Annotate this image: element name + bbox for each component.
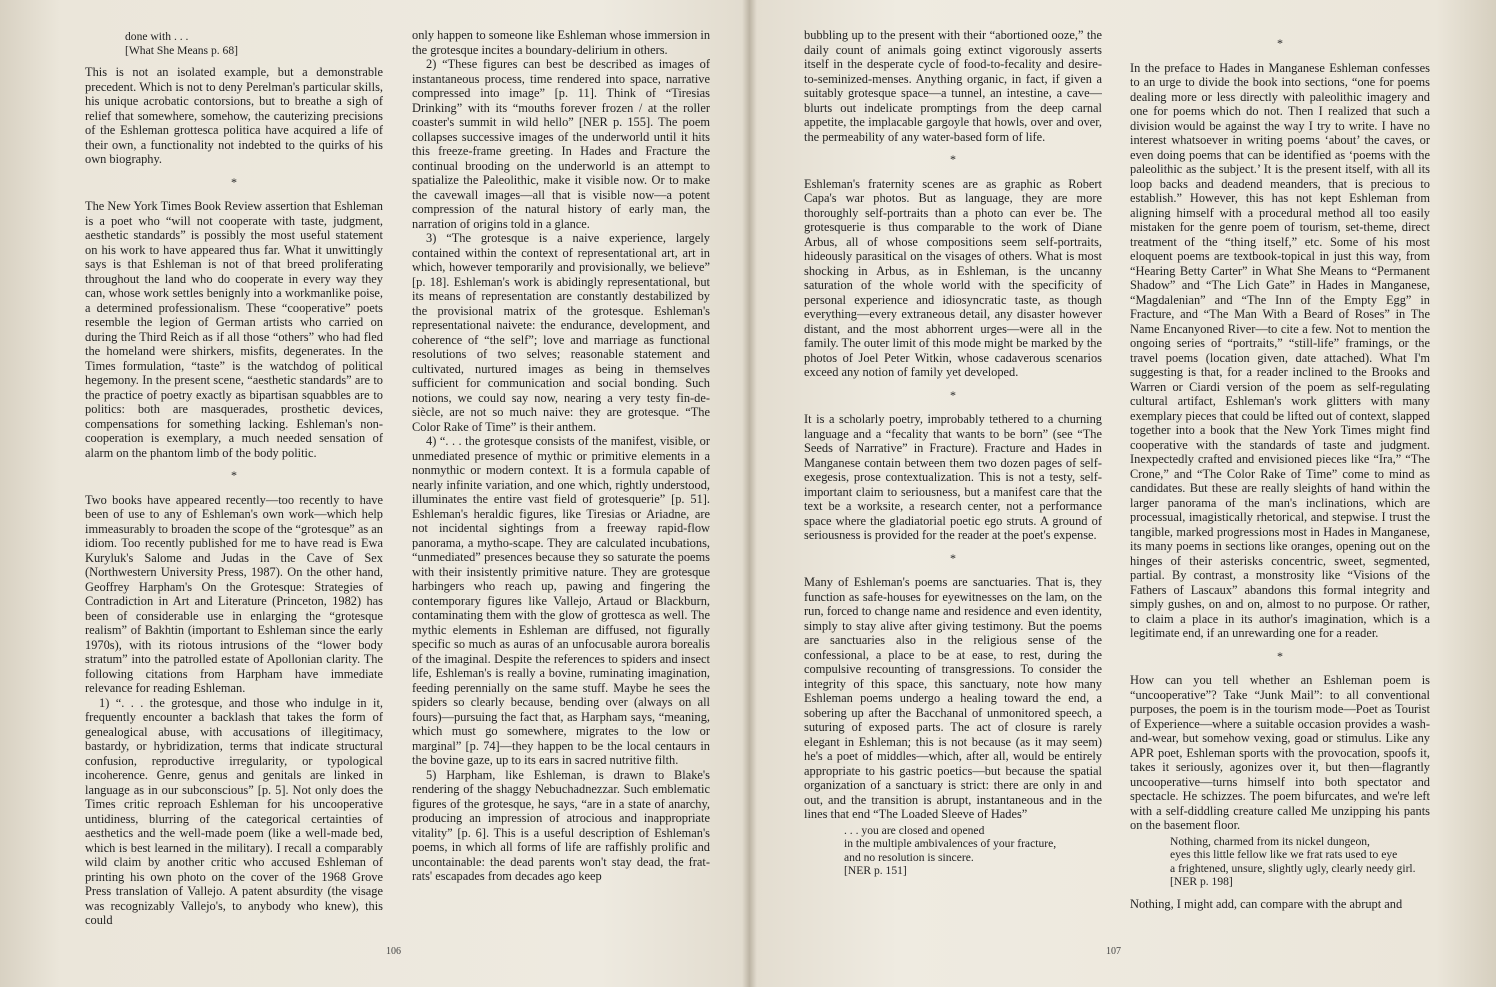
section-divider: * <box>231 468 237 482</box>
column-2 <box>412 28 710 928</box>
paragraph: Nothing, I might add, can compare with the abrupt and <box>1130 896 1403 911</box>
quote-line: [What She Means p. 68] <box>125 43 239 57</box>
paragraph: only happen to someone like Eshleman whose immersion in the grotesque incites a boundary-delirium in others. <box>412 28 710 57</box>
paragraph: bubbling up to the present with their “abortioned ooze,” the daily count of animals going extinct vigorously asserts itself in the desperate cycle of food-to-fecality and desire-to-seminized-menses. Anything organic, in fact, if given a suitably grotesque space—a tunnel, an intestine, a cave—blurts out indelicate promptings from the deep carnal appetite, the implacable gargoyle that howls, over and over, the permeability of any water-based form of life. <box>804 28 1102 144</box>
paragraph: 5) Harpham, like Eshleman, is drawn to Blake's rendering of the shaggy Nebuchadnezzar. Such emblematic figures of the grotesque, he says, “are in a state of anarchy, producing an impression of atrocious and inappropriate vitality” [p. 6]. This is a useful description of Eshleman's poems, in which all forms of life are raffishly prolific and uncontainable: the dead parents won't stay dead, the frat-rats' escapades from decades ago keep <box>412 767 710 883</box>
block-quote <box>844 824 1102 878</box>
paragraph: In the preface to Hades in Manganese Eshleman confesses to an urge to divide the book into sections, “one for poems dealing more or less directly with paleolithic imagery and one for poems which do not. Then I realized that such a division would be against the way I try to write. I have no interest whatsoever in writing poems ‘about’ the caves, or even doing poems that can be identified as ‘poems with the paleolithic as the subject.’ It is the present itself, with all its loop backs and deadend meanders, that is precious to establish.” However, this has not kept Eshleman from aligning himself with a procedural method all too easily mistaken for the genre poem of tourism, set-theme, direct treatment of the “thing itself,” etc. Some of his most eloquent poems are textbook-topical in just this way, from “Hearing Betty Carter” in What She Means to “Permanent Shadow” and “The Lich Gate” in Hades in Manganese, “Magdalenian” and “The Inn of the Empty Egg” in Fracture, and “The Man With a Beard of Roses” in The Name Encanyoned River—to cite a few. Not to mention the ongoing series of “portraits,” “still-life” framings, or the travel poems (location given, date attached). What I'm suggesting is that, for a reader inclined to the Brooks and Warren or Ciardi version of the poem as self-regulating cultural artifact, Eshleman's work glitters with many exemplary pieces that could be lifted out of context, slapped together into a book that the New York Times might find cooperative with the standards of taste and judgment. Inexpectedly crafted and envisioned pieces like “Ira,” “The Crone,” and “The Color Rake of Time” come to mind as candidates. But these are really sleights of hand within the larger panorama of the man's inclinations, which are processual, imagistically rhetorical, and stepwise. I trust the tangible, marked progressions most in Hades in Manganese, its many poems in sections like oranges, opening out on the hinges of their asterisks concentric, sweet, segmented, partial. By contrast, a monstrosity like “Visions of the Fathers of Lascaux” abandons this formal integrity and simply gushes, on and on, almost to no purpose. Or rather, to claim a place in its author's imagination, which is a legitimate end, if an unrewarding one for a reader. <box>1130 60 1430 640</box>
paragraph: Eshleman's fraternity scenes are as graphic as Robert Capa's war photos. But as language, they are more thoroughly self-portraits than a photo can ever be. The grotesquerie is thus comparable to the work of Diane Arbus, all of whose compositions seem self-portraits, hideously parasitical on the visages of others. What is most shocking in Arbus, as in Eshleman, is the uncanny saturation of the whole world with the specificity of personal experience and idiosyncratic taste, as though everything—every extraneous detail, any disaster however distant, and the most abhorrent urges—were all in the family. The outer limit of this mode might be marked by the photos of Joel Peter Witkin, whose cadaverous scenarios exceed any notion of family yet developed. <box>804 176 1102 379</box>
paragraph: How can you tell whether an Eshleman poem is “uncooperative”? Take “Junk Mail”: to all conventional purposes, the poem is in the tourism mode—Poet as Tourist of Experience—where a suitable occasion provides a wash-and-wear, but somehow vexing, goad or stimulus. Like any APR poet, Eshleman sports with the provocation, spoofs it, takes it seriously, agonizes over it, but then—flagrantly uncooperative—turns himself into both spectator and spectacle. He schizzes. The poem bifurcates, and we're left with a self-diddling creature called Me unzipping his pants on the basement floor. <box>1130 673 1430 832</box>
quote-line: [NER p. 198] <box>1170 875 1233 888</box>
block-quote <box>125 30 383 57</box>
column-4 <box>1130 28 1430 928</box>
paragraph: The New York Times Book Review assertion that Eshleman is a poet who “will not cooperate with taste, judgment, aesthetic standards” is possibly the most useful statement on his work to have appeared thus far. What it unwittingly says is that Eshleman is not of that breed proliferating throughout the land who do cooperate in every way they can, whose work settles benignly into a workmanlike poise, a determined professionalism. These “cooperative” poets resemble the legion of German artists who carried on during the Third Reich as if all those “others” who had fled the homeland were shirkers, misfits, degenerates. In the Times formulation, “taste” is the watchdog of political hegemony. In the present scene, “aesthetic standards” are to the practice of poetry exactly as bipartisan squabbles are to politics: both are masquerades, prosthetic devices, compensations for something lacking. Eshleman's non-cooperation is exemplary, a much needed sensation of alarm on the phantom limb of the body politic. <box>85 199 383 460</box>
column-3 <box>804 28 1102 928</box>
paragraph: 3) “The grotesque is a naive experience, largely contained within the context of representational art, art in which, however temporarily and provisionally, we believe” [p. 18]. Eshleman's work is abidingly representational, but its means of representation are constantly destabilized by the provisional matrix of the grotesque. Eshleman's representational naivete: the endurance, development, and coherence of “the self”; love and marriage as functional resolutions of two selves; reasonable statement and cultivated, nurtured images as being in themselves sufficient for communication and social bonding. Such notions, we could say now, nearing a very testy fin-de-siècle, are not so much naive: they are grotesque. “The Color Rake of Time” is their anthem. <box>412 231 710 434</box>
page-number-left: 106 <box>386 946 401 957</box>
paragraph: Two books have appeared recently—too recently to have been of use to any of Eshleman's own work—which help immeasurably to broaden the scope of the “grotesque” as an idiom. Too recently published for me to have read is Ewa Kuryluk's Salome and Judas in the Cave of Sex (Northwestern University Press, 1987). On the other hand, Geoffrey Harpham's On the Grotesque: Strategies of Contradiction in Art and Literature (Princeton, 1982) has been of considerable use in enlarging the “grotesque realism” of Bakhtin (important to Eshleman since the early 1970s), with its riotous intrusions of the “lower body stratum” into the patrolled estate of Apollonian clarity. The following citations from Harpham have immediate relevance for reading Eshleman. <box>85 492 383 695</box>
block-quote <box>1170 835 1430 889</box>
quote-line: Nothing, charmed from its nickel dungeon, <box>1170 834 1370 848</box>
section-divider: * <box>950 387 956 402</box>
section-divider: * <box>1277 648 1283 663</box>
quote-line: done with . . . <box>125 30 189 43</box>
quote-line: [NER p. 151] <box>844 864 907 877</box>
section-divider: * <box>1277 36 1283 50</box>
paragraph: It is a scholarly poetry, improbably tethered to a churning language and a “fecality that wants to be born” (see “The Seeds of Narrative” in Fracture). Fracture and Hades in Manganese contain between them two dozen pages of self-exegesis, prose contextualization. This is not a testy, self-important claim to seriousness, but a manifest care that the text be a worksite, a research center, not a performance space where the gladiatorial poetic ego struts. A ground of seriousness is provided for the reader at the poet's expense. <box>804 412 1102 542</box>
paragraph: 1) “. . . the grotesque, and those who indulge in it, frequently encounter a backlash that takes the form of genealogical abuse, with accusations of illegitimacy, bastardy, or hybridization, terms that indicate structural confusion, reproductive irregularity, or typological incoherence. Genre, genus and genitals are linked in language as in our subconscious” [p. 5]. Not only does the Times critic reproach Eshleman for his uncooperative untidiness, blurring of the categorical certainties of aesthetics and the well-made poem (like a well-made bed, which is best learned in the military). I recall a comparably wild claim by another critic who accused Eshleman of printing his own photo on the cover of the 1968 Grove Press translation of Vallejo. A patent absurdity (the visage was recognizably Vallejo's, to anybody who knew), this could <box>85 695 383 927</box>
paragraph: 4) “. . . the grotesque consists of the manifest, visible, or unmediated presence of mythic or primitive elements in a nonmythic or modern context. It is a formula capable of nearly infinite variation, and one which, rightly understood, illuminates the entire vast field of grotesquerie” [p. 51]. Eshleman's heraldic figures, like Tiresias or Ariadne, are not incidental sightings from a freeway rapid-flow panorama, a mytho-scape. They are calculated incubations, “unmediated” presences because they so saturate the poems with their insistently primitive nature. They are grotesque harbingers who reach up, pawing and fingering the contemporary figures like Vallejo, Artaud or Blackburn, contaminating them with the glow of grottesca as well. The mythic elements in Eshleman are diffused, not figurally specific so much as auras of an unfocusable aurora borealis of the imaginal. Despite the references to spiders and insect life, Eshleman's is really a bovine, ruminating imagination, feeding perennially on the same stuff. Maybe he sees the spiders so clearly because, bending over (always on all fours)—pursuing the fact that, as Harpham says, “meaning, which must go somewhere, migrates to the low or marginal” [p. 74]—they happen to be the local centaurs in the bovine gaze, up to its ears in sacred nutritive filth. <box>412 434 710 767</box>
page-number-right: 107 <box>1106 946 1121 957</box>
section-divider: * <box>950 152 956 166</box>
quote-line: . . . you are closed and opened <box>844 823 985 837</box>
quote-line: eyes this little fellow like we frat rats used to eye <box>1170 848 1398 861</box>
section-divider: * <box>950 550 956 565</box>
paragraph: This is not an isolated example, but a demonstrable precedent. Which is not to deny Perelman's particular skills, his unique acrobatic contorsions, but to breathe a sigh of relief that somewhere, somehow, the cauterizing precisions of the Eshleman grottesca politica have acquired a life of their own, a functionality not indebted to the quirks of his own biography. <box>85 65 383 166</box>
paragraph: Many of Eshleman's poems are sanctuaries. That is, they function as safe-houses for eyewitnesses on the lam, on the run, forced to change name and residence and even identity, simply to stay alive after giving testimony. But the poems are sanctuaries also in the religious sense of the confessional, a place to be at ease, to rest, during the compulsive recounting of transgressions. To consider the integrity of this space, this sanctuary, note how many Eshleman poems undergo a healing toward the end, a sobering up after the Bacchanal of unmonitored speech, a suturing of exposed parts. The act of closure is rarely elegant in Eshleman; this is not because (as it may seem) he's a poet of middles—which, after all, would be entirely appropriate to his gastric poetics—but because the spatial organization of a sanctuary is strict: there are only in and out, and the transition is abrupt, instantaneous and in the lines that end “The Loaded Sleeve of Hades” <box>804 575 1102 821</box>
quote-line: a frightened, unsure, slightly ugly, clearly needy girl. <box>1170 861 1416 875</box>
paragraph: 2) “These figures can best be described as images of instantaneous process, time rendered into space, narrative compressed into image” [p. 11]. Think of “Tiresias Drinking” with its “mouths forever frozen / at the roller coaster's summit in wild hello” [NER p. 155]. The poem collapses successive images of the underworld until it hits this freeze-frame greeting. In Hades and Fracture the continual brooding on the underworld is an attempt to spatialize the Paleolithic, make it visible now. Or to make the cavewall images—all that is visible now—a potent compression of the natural history of early man, the narration of origins told in a glance. <box>412 57 710 231</box>
column-1 <box>85 28 383 928</box>
quote-line: in the multiple ambivalences of your fracture, <box>844 837 1057 850</box>
quote-line: and no resolution is sincere. <box>844 850 974 864</box>
section-divider: * <box>231 174 237 189</box>
